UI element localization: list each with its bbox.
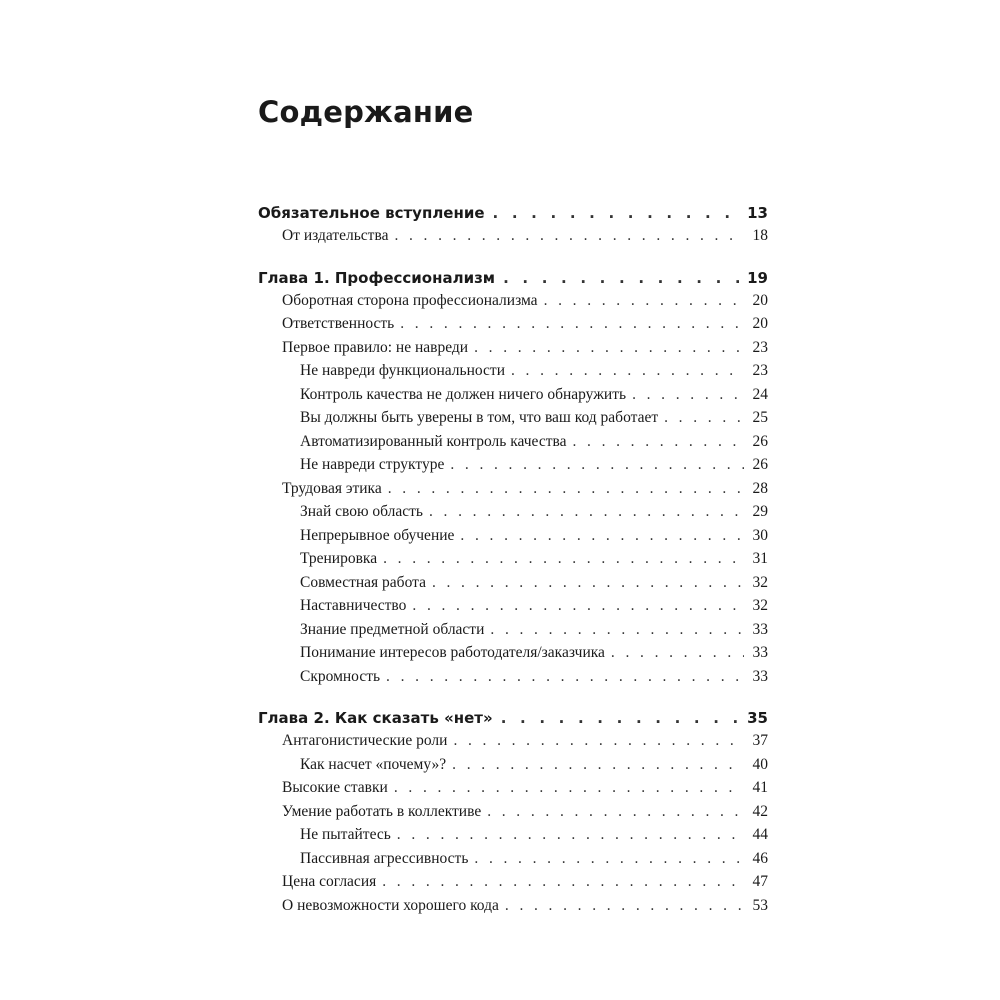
toc-page-number: 23 (752, 362, 768, 379)
toc-subsection[interactable] (258, 850, 768, 874)
toc-section[interactable] (258, 779, 768, 803)
toc-page-number: 53 (752, 896, 768, 914)
dot-leader (493, 204, 740, 222)
toc-entry-title: От издательства (282, 227, 389, 244)
toc-page-number: 19 (747, 268, 768, 287)
toc-page-number: 28 (752, 479, 768, 497)
toc-page-number: 33 (752, 644, 768, 661)
toc-page-number: 26 (752, 432, 768, 450)
dot-leader (397, 826, 744, 844)
toc-subsection[interactable] (258, 362, 768, 386)
dot-leader (511, 362, 744, 380)
toc-entry-title: Контроль качества не должен ничего обнаружить (300, 385, 627, 403)
toc-section[interactable] (258, 339, 768, 363)
toc-page-number: 30 (752, 526, 768, 544)
dot-leader (460, 527, 744, 545)
toc-page-number: 25 (752, 409, 768, 426)
toc-page-number: 32 (752, 597, 768, 614)
dot-leader (386, 668, 744, 686)
dot-leader (664, 409, 744, 427)
toc-page-number: 44 (752, 826, 768, 843)
toc-section[interactable] (258, 480, 768, 504)
dot-leader (611, 644, 744, 662)
toc-subsection[interactable] (258, 756, 768, 780)
toc-section[interactable] (258, 897, 768, 921)
table-of-contents (258, 199, 768, 920)
toc-section[interactable] (258, 292, 768, 316)
dot-leader (501, 709, 739, 727)
dot-leader (474, 339, 744, 357)
dot-leader (382, 873, 744, 891)
toc-page-number: 40 (752, 755, 768, 773)
toc-page-number: 42 (752, 802, 768, 820)
toc-subsection[interactable] (258, 503, 768, 527)
toc-entry-title: Не навреди функциональности (300, 362, 505, 379)
dot-leader (487, 803, 744, 821)
toc-subsection[interactable] (258, 574, 768, 598)
dot-leader (572, 433, 744, 451)
toc-subsection[interactable] (258, 433, 768, 457)
toc-entry-title: Как насчет «почему»? (300, 755, 447, 773)
toc-entry-title: Глава 2. Как сказать «нет» (258, 709, 493, 727)
toc-entry-title: Цена согласия (282, 873, 377, 890)
toc-subsection[interactable] (258, 527, 768, 551)
dot-leader (400, 315, 744, 333)
dot-leader (544, 292, 744, 310)
dot-leader (432, 574, 744, 592)
toc-entry-title: Совместная работа (300, 573, 426, 591)
toc-subsection[interactable] (258, 621, 768, 645)
toc-page-number: 32 (752, 573, 768, 591)
toc-entry-title: Первое правило: не навреди (282, 338, 469, 356)
toc-section[interactable] (258, 732, 768, 756)
toc-subsection[interactable] (258, 386, 768, 410)
dot-leader (503, 269, 739, 287)
dot-leader (412, 597, 744, 615)
toc-chapter[interactable] (258, 199, 768, 227)
toc-page-number: 24 (752, 385, 768, 403)
dot-leader (429, 503, 744, 521)
toc-subsection[interactable] (258, 597, 768, 621)
toc-chapter[interactable] (258, 264, 768, 292)
toc-section[interactable] (258, 873, 768, 897)
toc-entry-title: О невозможности хорошего кода (282, 896, 499, 914)
dot-leader (490, 621, 744, 639)
toc-entry-title: Не навреди структуре (300, 456, 445, 473)
toc-entry-title: Глава 1. Профессионализм (258, 268, 496, 287)
toc-subsection[interactable] (258, 456, 768, 480)
toc-subsection[interactable] (258, 550, 768, 574)
toc-entry-title: Вы должны быть уверены в том, что ваш код работает (300, 409, 659, 426)
page-title: Содержание (258, 95, 474, 129)
dot-leader (450, 456, 744, 474)
toc-entry-title: Знание предметной области (300, 620, 485, 638)
toc-page-number: 20 (752, 291, 768, 309)
dot-leader (394, 779, 744, 797)
toc-section[interactable] (258, 227, 768, 251)
dot-leader (388, 480, 744, 498)
toc-page-number: 26 (752, 456, 768, 473)
toc-entry-title: Трудовая этика (282, 479, 382, 497)
dot-leader (632, 386, 744, 404)
toc-entry-title: Понимание интересов работодателя/заказчика (300, 644, 605, 661)
toc-subsection[interactable] (258, 644, 768, 668)
toc-section[interactable] (258, 803, 768, 827)
toc-chapter[interactable] (258, 704, 768, 732)
dot-leader (394, 227, 744, 245)
toc-entry-title: Непрерывное обучение (300, 526, 455, 544)
toc-page-number: 33 (752, 620, 768, 638)
toc-page-number: 20 (752, 315, 768, 332)
toc-entry-title: Скромность (300, 667, 381, 685)
toc-subsection[interactable] (258, 409, 768, 433)
toc-page-number: 18 (752, 227, 768, 244)
toc-entry-title: Оборотная сторона профессионализма (282, 291, 538, 309)
toc-entry-title: Наставничество (300, 597, 407, 614)
toc-page-number: 37 (752, 732, 768, 749)
toc-entry-title: Высокие ставки (282, 779, 388, 796)
toc-page-number: 23 (752, 338, 768, 356)
toc-page-number: 35 (747, 709, 768, 727)
dot-leader (452, 756, 744, 774)
dot-leader (453, 732, 744, 750)
toc-entry-title: Не пытайтесь (300, 826, 391, 843)
dot-leader (505, 897, 744, 915)
toc-entry-title: Знай свою область (300, 503, 423, 520)
toc-entry-title: Пассивная агрессивность (300, 849, 469, 867)
toc-entry-title: Автоматизированный контроль качества (300, 432, 567, 450)
toc-entry-title: Антагонистические роли (282, 732, 448, 749)
toc-subsection[interactable] (258, 826, 768, 850)
toc-page-number: 33 (752, 667, 768, 685)
toc-page-number: 31 (752, 550, 768, 567)
toc-page-number: 13 (747, 204, 768, 222)
dot-leader (383, 550, 744, 568)
toc-page-number: 46 (752, 849, 768, 867)
toc-page-number: 41 (752, 779, 768, 796)
dot-leader (474, 850, 744, 868)
toc-page-number: 47 (752, 873, 768, 890)
toc-page-number: 29 (752, 503, 768, 520)
toc-entry-title: Обязательное вступление (258, 204, 485, 222)
toc-entry-title: Ответственность (282, 315, 395, 332)
toc-section[interactable] (258, 315, 768, 339)
toc-subsection[interactable] (258, 668, 768, 692)
toc-entry-title: Умение работать в коллективе (282, 802, 482, 820)
toc-entry-title: Тренировка (300, 550, 378, 567)
